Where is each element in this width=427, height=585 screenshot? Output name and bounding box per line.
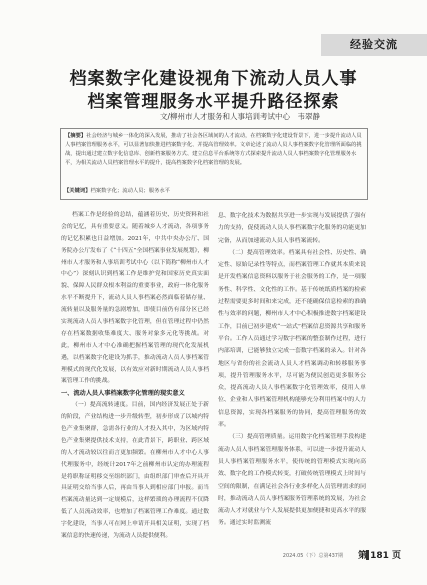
- paragraph: 息、数字化技术为数据共享进一步实现与发展提供了强有力的支持，促使流动人员人事档案数字化服务的功能更加完备，从而加速流动人员人事档案流转。: [218, 213, 366, 244]
- author-line: 文/柳州市人才服务和人事培训考试中心 韦翠静: [160, 112, 321, 121]
- paragraph-body: 目前，国内经济发展正处于新的阶段，产业结构进一步升级转型，初步形成了以城内特色产业集聚群，急需各行业的人才投入其中，为区域内特色产业集聚提供技术支持，在此背景下，跨职业、跨区域的人才流动较以往而言更加频繁。在柳州市人才中心人事代理服务中，经统计2017年之前柳州市认定的办理流程是将职称证明移交至组织部门，由组织部门审查后开具开具证明交给当事人后，再由当事人到相应部门申报。而当档案流动量达到一定规模后，这样繁琐的办理流程不仅降低了人员流动效率，也增加了档案管理工作难度。通过数字化建设，当事人可在网上申请开具相关证明，实现了档案信息的快速传递，为流动人员提供便利。: [61, 402, 209, 540]
- issue-info: 2024.05（下）总第437期: [282, 553, 343, 559]
- paragraph: [218, 247, 366, 431]
- keywords-label: 【关键词】: [64, 188, 91, 194]
- paragraph-body: 运用数字化档案管理手段构建流动人员人事档案管理服务体系，可以进一步提升流动人员人事档案管理服务水平，使传统的管理模式实现向高效、数字化的工作模式转变，打破传统管理模式上时间与空间的限制，在满足社会各行业多样化人员管理需求的同时，推动流动人员人事档案服务管理系统的发展，为社会流动人才对就业与个人发展提供更加便捷和更高水平的服务。通过实时监测流: [218, 434, 367, 527]
- paragraph-body: 档案具有社会性、历史性、确定性、原始记录性等特点，而档案管理工作就其本质来说是开发档案信息资料以服务于社会服务的工作，是一项服务性、科学性、文化性的工作。基于传统纸质档案的检索过程需要更多时间和来完成，还不能确保信息检索的准确性与效率的问题，柳州市人才中心积极推进数字档案建设工作，目前已初步建成“一站式”档案信息资源共享和服务平台。工作人员通过学习数字档案的整套制作过程，进行内部培训，已能够独立完成一套数字档案的录入。针对各地区与省份的社会流动人员人才档案调动和转移服务事项，提升管理服务水平，尽可能为便民创造更多服务公众，提高流动人员人事档案数字化管理效率，使用人单位、企业和人事档案管理机构能够充分利用档案中的人力信息资源，实现各档案服务的协同，提高管理服务的效率。: [218, 249, 367, 429]
- page-number: 第 181 页: [357, 551, 401, 561]
- keywords: [64, 186, 170, 194]
- right-column: [218, 210, 366, 530]
- section-heading: 一、流动人员人事档案数字化管理的现实意义: [61, 390, 185, 398]
- subheading: （一）提高流转速度。: [72, 402, 132, 409]
- abstract-body: 社会经济与城乡一体化的深入发展，推动了社会各区域间的人才流动，在档案数字化建设背景下，进一步提升流动人员人事档案管理服务水平，可以显著加快推进档案数字化、并提高管理效率。文章论述了流动人员人事档案数字化管理所面临的挑战，提出通过建立数字化信息库、创新档案服务方式、建立信息平台系统等方式探索提升流动人员人事档案数字化管理服务水平，为相关流动人员档案管理水平的提升，提高档案数字化档案管理的发展。: [65, 133, 362, 166]
- subheading: （二）提高管理效率。: [229, 249, 289, 256]
- keywords-text: 档案数字化；流动人员；服务水平: [90, 188, 170, 194]
- article-title-line1: 档案数字化建设视角下流动人员人事: [69, 69, 358, 89]
- section-tag: 经验交流: [321, 34, 427, 56]
- abstract-text: [65, 132, 362, 168]
- left-column: [61, 210, 209, 543]
- abstract-label: 【摘要】: [65, 133, 87, 139]
- subheading: （三）提高管理质量。: [229, 434, 289, 441]
- paragraph: 档案工作是经验的总结，蕴涵着历史、历史资料和社会的记忆，具有重要意义。随着城乡人才流动，各项事务的记忆积累也日益增加。2021年，中共中央办公厅、国务院办公厅发布了《“十四五”全国档案事业发展规划》，柳州市人才服务和人事培训考试中心（以下简称“柳州市人才中心”）深刻认识到档案工作是维护党和国家历史真实面貌、保障人民群众根本利益的重要事业，政府一体化服务水平不断提升下，流动人员人事档案必然面临着储存量、流转量以及服务量的急剧增加，即使目前仍有部分区已经实现流动人员人事档案数字化管理，但在管理过程中仍然存在档案数据收集难度大、服务对象多元化等挑战。对此，柳州市人才中心准确把握档案管理的现代化发展机遇，以档案数字化建设为抓手，推动流动人员人事档案管理模式的现代化发展，以有效应对新时期流动人员人事档案管理工作的挑战。: [61, 212, 209, 385]
- article-title-line2: 档案管理服务水平提升路径探索: [87, 92, 340, 112]
- paragraph: [218, 431, 366, 529]
- paragraph: [61, 400, 209, 543]
